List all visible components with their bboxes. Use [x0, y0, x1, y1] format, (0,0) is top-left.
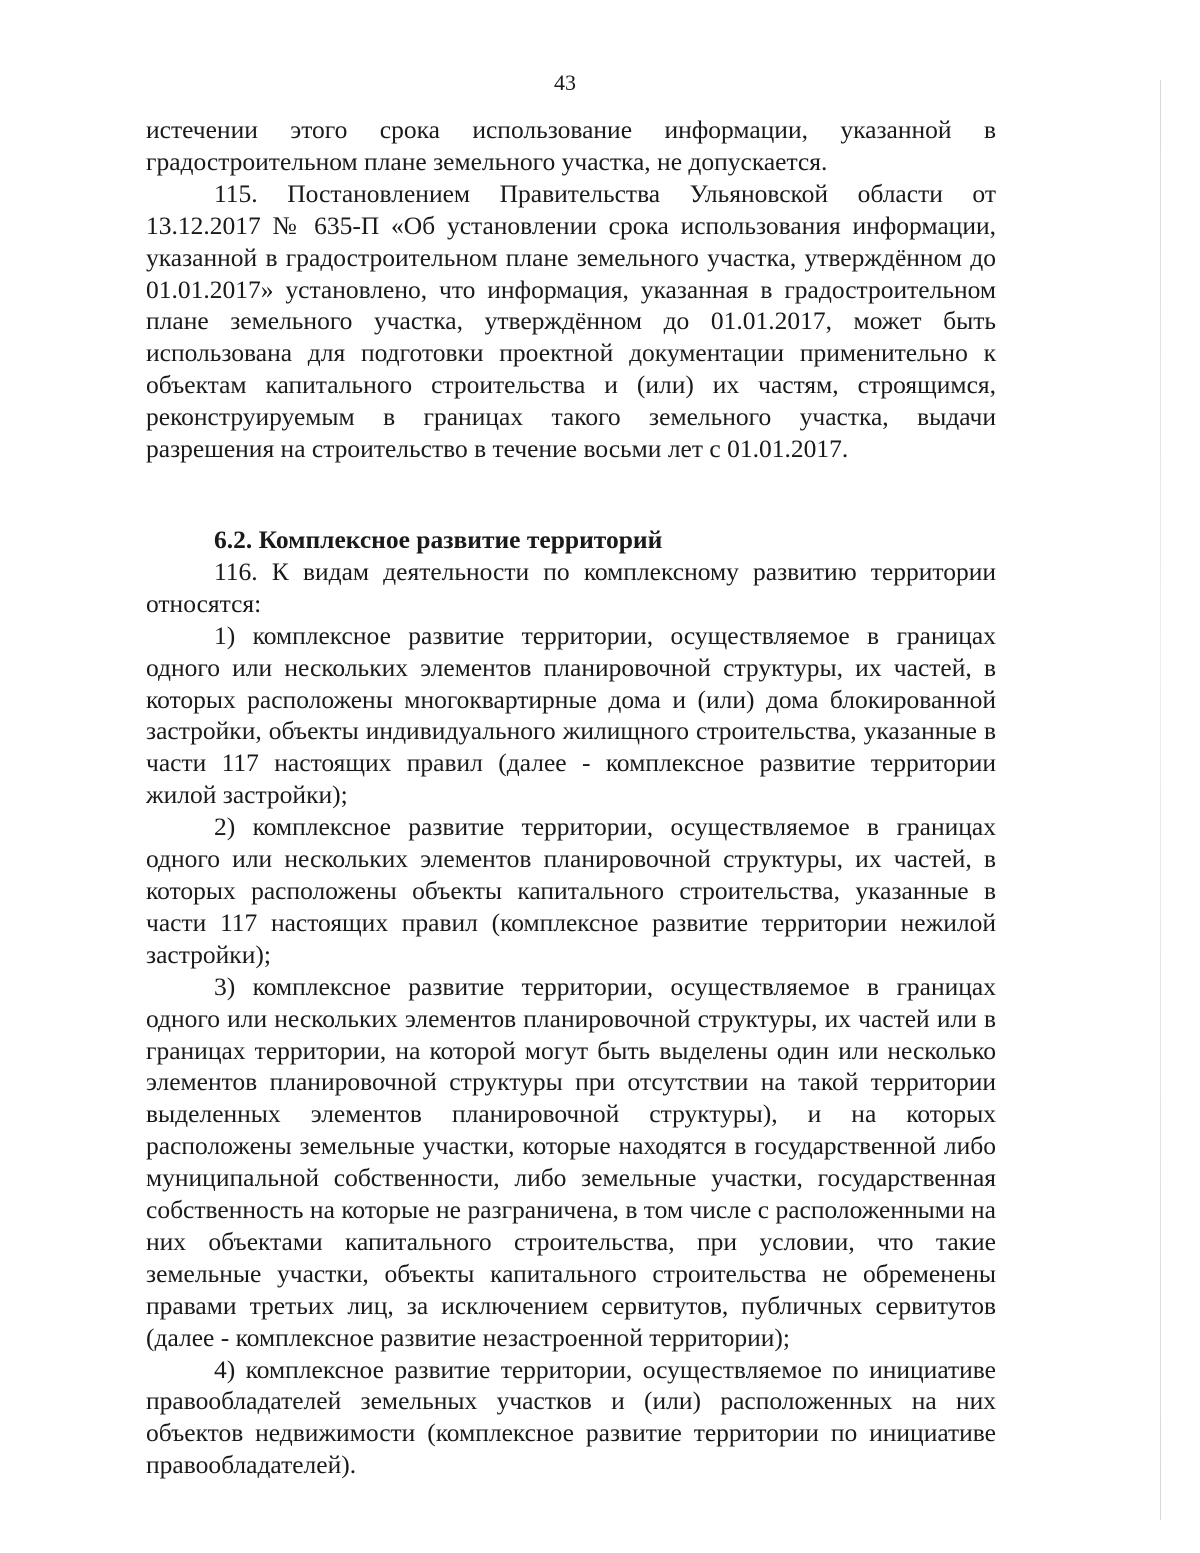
list-item-1: 1) комплексное развитие территории, осуществляемое в границах одного или нескольких элементов планировочной структуры, их частей, в которых расположены многоквартирные дома и (или) дома блокированной застройки, объекты индивидуального жилищного строительства, указанные в части 117 настоящих правил (далее - комплексное развитие территории жилой застройки); — [146, 620, 996, 810]
paragraph-115: 115. Постановлением Правительства Ульяновской области от 13.12.2017 № 635-П «Об установлении срока использования информации, указанной в градостроительном плане земельного участка, утверждённом до 01.01.2017» установлено, что информация, указанная в градостроительном плане земельного участка, утверждённом до 01.01.2017, может быть использована для подготовки проектной документации применительно к объектам капитального строительства и (или) их частям, строящимся, реконструируемым в границах такого земельного участка, выдачи разрешения на строительство в течение восьми лет с 01.01.2017. — [146, 178, 996, 464]
list-item-4: 4) комплексное развитие территории, осуществляемое по инициативе правообладателей земельных участков и (или) расположенных на них объектов недвижимости (комплексное развитие территории по инициативе правообладателей). — [146, 1354, 996, 1480]
list-item-3: 3) комплексное развитие территории, осуществляемое в границах одного или нескольких элементов планировочной структуры, их частей или в границах территории, на которой могут быть выделены один или несколько элементов планировочной структуры при отсутствии на такой территории выделенных элементов планировочной структуры), и на которых расположены земельные участки, которые находятся в государственной либо муниципальной собственности, либо земельные участки, государственная собственность на которые не разграничена, в том числе с расположенными на них объектами капитального строительства, при условии, что такие земельные участки, объекты капитального строительства не обременены правами третьих лиц, за исключением сервитутов, публичных сервитутов (далее - комплексное развитие незастроенной территории); — [146, 971, 996, 1352]
section-title: 6.2. Комплексное развитие территорий — [214, 525, 663, 554]
text-block-top — [146, 114, 996, 465]
paragraph-continuation: истечении этого срока использование информации, указанной в градостроительном плане земельного участка, не допускается. — [146, 115, 996, 176]
page-number: 43 — [554, 70, 576, 95]
scan-edge-line — [1160, 80, 1161, 1520]
paragraph-116: 116. К видам деятельности по комплексному развитию территории относятся: — [146, 556, 996, 618]
text-block-main — [146, 524, 996, 1481]
list-item-2: 2) комплексное развитие территории, осуществляемое в границах одного или нескольких элементов планировочной структуры, их частей, в которых расположены объекты капитального строительства, указанные в части 117 настоящих правил (комплексное развитие территории нежилой застройки); — [146, 812, 996, 969]
